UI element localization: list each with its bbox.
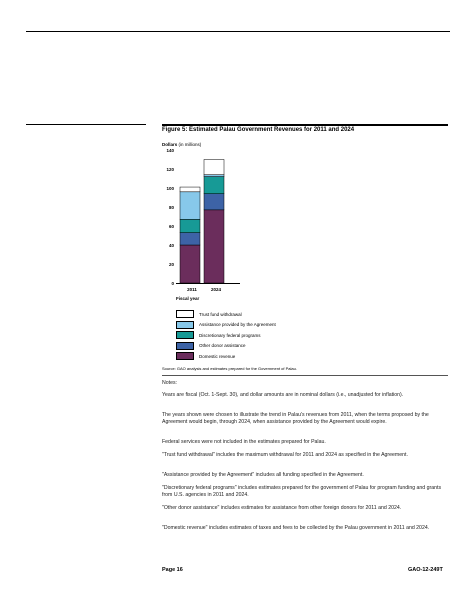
figure-title-bar (162, 124, 448, 126)
legend-item-assistance-provided-by-the-agreement (176, 320, 276, 331)
legend-label-other-donor-assistance: Other donor assistance (199, 343, 246, 349)
note-years-shown: The years shown were chosen to illustrate the trend in Palau's revenues from 2011, when the terms proposed by the Agreement would begin, through 2024, when assistance provided by the Agreement would expire. (162, 412, 429, 425)
legend-swatch-domestic-revenue (176, 352, 194, 360)
bar-2024-trust-fund-withdrawal (204, 160, 224, 175)
left-section-rule (26, 124, 146, 125)
report-code: GAO-12-249T (408, 567, 443, 573)
y-tick-40: 40 (168, 242, 174, 248)
legend-swatch-discretionary-federal-programs (176, 331, 194, 339)
y-tick-0: 0 (171, 280, 174, 286)
x-tick-2024: 2024 (210, 287, 221, 292)
bar-2011-domestic-revenue (180, 245, 200, 283)
legend-swatch-assistance-provided-by-the-agreement (176, 321, 194, 329)
stacked-bar-chart (176, 150, 240, 284)
x-axis-title: Fiscal year (176, 296, 200, 301)
note-agreement-assistance: "Assistance provided by the Agreement" includes all funding specified in the Agreement. (162, 472, 364, 478)
bar-2011-assistance-provided-by-the-agreement (180, 192, 200, 220)
note-domestic-revenue: "Domestic revenue" includes estimates of taxes and fees to be collected by the Palau government in 2011 and 2024. (162, 525, 430, 531)
x-axis-line (176, 283, 240, 284)
notes-heading: Notes: (162, 380, 177, 386)
bar-2024-other-donor-assistance (204, 194, 224, 210)
bar-2011-discretionary-federal-programs (180, 219, 200, 232)
y-tick-100: 100 (166, 185, 174, 191)
y-tick-20: 20 (168, 261, 174, 267)
note-discretionary: "Discretionary federal programs" includes estimates prepared for the government of Palau for program funding and grants from U.S. agencies in 2011 and 2024. (162, 485, 442, 498)
bar-2011-other-donor-assistance (180, 233, 200, 245)
figure-bottom-rule (162, 375, 448, 376)
x-tick-2011: 2011 (187, 287, 197, 292)
legend-swatch-other-donor-assistance (176, 342, 194, 350)
bar-2024-assistance-provided-by-the-agreement (204, 175, 224, 177)
y-tick-120: 120 (166, 166, 174, 172)
y-tick-60: 60 (168, 223, 174, 229)
y-axis-label (162, 142, 201, 147)
figure-title: Figure 5: Estimated Palau Government Revenues for 2011 and 2024 (162, 127, 355, 133)
legend-label-domestic-revenue: Domestic revenue (199, 353, 236, 359)
figure-source: Source: GAO analysis and estimates prepared for the Government of Palau. (162, 366, 297, 371)
bar-2024-domestic-revenue (204, 210, 224, 283)
legend-label-trust-fund-withdrawal: Trust fund withdrawal (199, 311, 242, 317)
note-other-donor: "Other donor assistance" includes estimates for assistance from other foreign donors for 2011 and 2024. (162, 505, 402, 511)
legend-item-trust-fund-withdrawal (176, 309, 276, 320)
legend-label-assistance-provided-by-the-agreement: Assistance provided by the Agreement (199, 322, 276, 328)
legend-label-discretionary-federal-programs: Discretionary federal programs (199, 332, 261, 338)
note-fiscal-years: Years are fiscal (Oct. 1-Sept. 30), and dollar amounts are in nominal dollars (i.e., unadjusted for inflation). (162, 392, 404, 398)
y-tick-140: 140 (166, 147, 174, 153)
legend-item-other-donor-assistance (176, 341, 276, 352)
note-trust-fund: "Trust fund withdrawal" includes the maximum withdrawal for 2011 and 2024 as specified in the Agreement. (162, 452, 408, 458)
chart-legend (176, 309, 276, 362)
bar-2011-trust-fund-withdrawal (180, 187, 200, 192)
y-tick-80: 80 (168, 204, 174, 210)
legend-item-discretionary-federal-programs (176, 330, 276, 341)
legend-item-domestic-revenue (176, 351, 276, 362)
y-axis-label-unit: (in millions) (178, 142, 202, 147)
note-federal-services: Federal services were not included in the estimates prepared for Palau. (162, 439, 326, 445)
y-axis-label-main: Dollars (162, 142, 178, 147)
page-number: Page 16 (162, 567, 183, 573)
top-rule (26, 31, 450, 32)
bar-2024-discretionary-federal-programs (204, 177, 224, 194)
legend-swatch-trust-fund-withdrawal (176, 310, 194, 318)
